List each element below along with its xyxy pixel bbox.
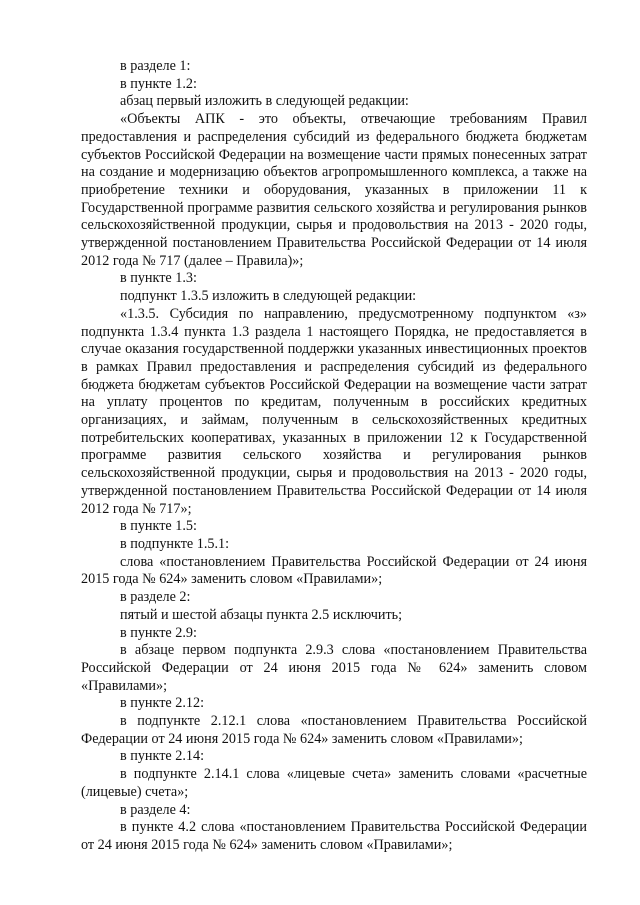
paragraph-subsidy-1-3-5: «1.3.5. Субсидия по направлению, предусмотренному подпунктом «з» подпункта 1.3.4 пункта 1.3 раздела 1 настоящего Порядка, не предоставляется в случае оказания государственной поддержки указанных инвестиционных проектов в рамках Правил предоставления и распределения субсидий из федерального бюджета бюджетам субъектов Российской Федерации на возмещение части затрат на уплату процентов по кредитам, полученным в российских кредитных организациях, и займам, полученным в сельскохозяйственных кредитных потребительских кооперативах, указанных в приложении 12 к Государственной программе развития сельского хозяйства и регулирования рынков сельскохозяйственной продукции, сырья и продовольствия на 2013 - 2020 годы, утвержденной постановлением Правительства Российской Федерации от 14 июля 2012 года № 717»; (81, 305, 587, 517)
paragraph-first-para-edit: абзац первый изложить в следующей редакции: (120, 93, 409, 110)
paragraph-section-2: в разделе 2: (120, 589, 191, 606)
paragraph-words-replace-1: слова «постановлением Правительства Российской Федерации от 24 июня 2015 года № 624» заменить словом «Правилами»; (81, 553, 587, 588)
document-page (81, 58, 587, 855)
paragraph-subpoint-2-9-3: в абзаце первом подпункта 2.9.3 слова «постановлением Правительства Российской Федерации от 24 июня 2015 года № 624» заменить словом «Правилами»; (81, 642, 587, 694)
paragraph-point-1-3: в пункте 1.3: (120, 270, 197, 287)
paragraph-point-4-2: в пункте 4.2 слова «постановлением Правительства Российской Федерации от 24 июня 2015 года № 624» заменить словом «Правилами»; (81, 819, 587, 853)
paragraph-subpoint-1-3-5-edit: подпункт 1.3.5 изложить в следующей редакции: (120, 288, 417, 305)
paragraph-point-2-12: в пункте 2.12: (120, 695, 205, 712)
paragraph-point-1-2: в пункте 1.2: (120, 75, 197, 92)
paragraph-apk-definition: «Объекты АПК - это объекты, отвечающие требованиям Правил предоставления и распределения субсидий из федерального бюджета бюджетам субъектов Российской Федерации на возмещение части прямых понесенных затрат на создание и модернизацию объектов агропромышленного комплекса, а также на приобретение техники и оборудования, указанных в приложении 11 к Государственной программе развития сельского хозяйства и регулирования рынков сельскохозяйственной продукции, сырья и продовольствия на 2013 - 2020 годы, утвержденной постановлением Правительства Российской Федерации от 14 июля 2012 года № 717 (далее – Правила)»; (81, 111, 587, 269)
paragraph-point-1-5: в пункте 1.5: (120, 518, 197, 535)
paragraph-point-2-5-exclude: пятый и шестой абзацы пункта 2.5 исключить; (120, 606, 403, 623)
paragraph-section-4: в разделе 4: (120, 801, 191, 818)
paragraph-section-1: в разделе 1: (120, 58, 191, 74)
paragraph-subpoint-2-14-1: в подпункте 2.14.1 слова «лицевые счета» заменить словами «расчетные (лицевые) счета»; (81, 766, 587, 800)
paragraph-subpoint-1-5-1: в подпункте 1.5.1: (120, 535, 230, 552)
paragraph-point-2-14: в пункте 2.14: (120, 748, 205, 765)
paragraph-subpoint-2-12-1: в подпункте 2.12.1 слова «постановлением Правительства Российской Федерации от 24 июня 2015 года № 624» заменить словом «Правилами»; (81, 713, 587, 747)
paragraph-point-2-9: в пункте 2.9: (120, 624, 197, 641)
